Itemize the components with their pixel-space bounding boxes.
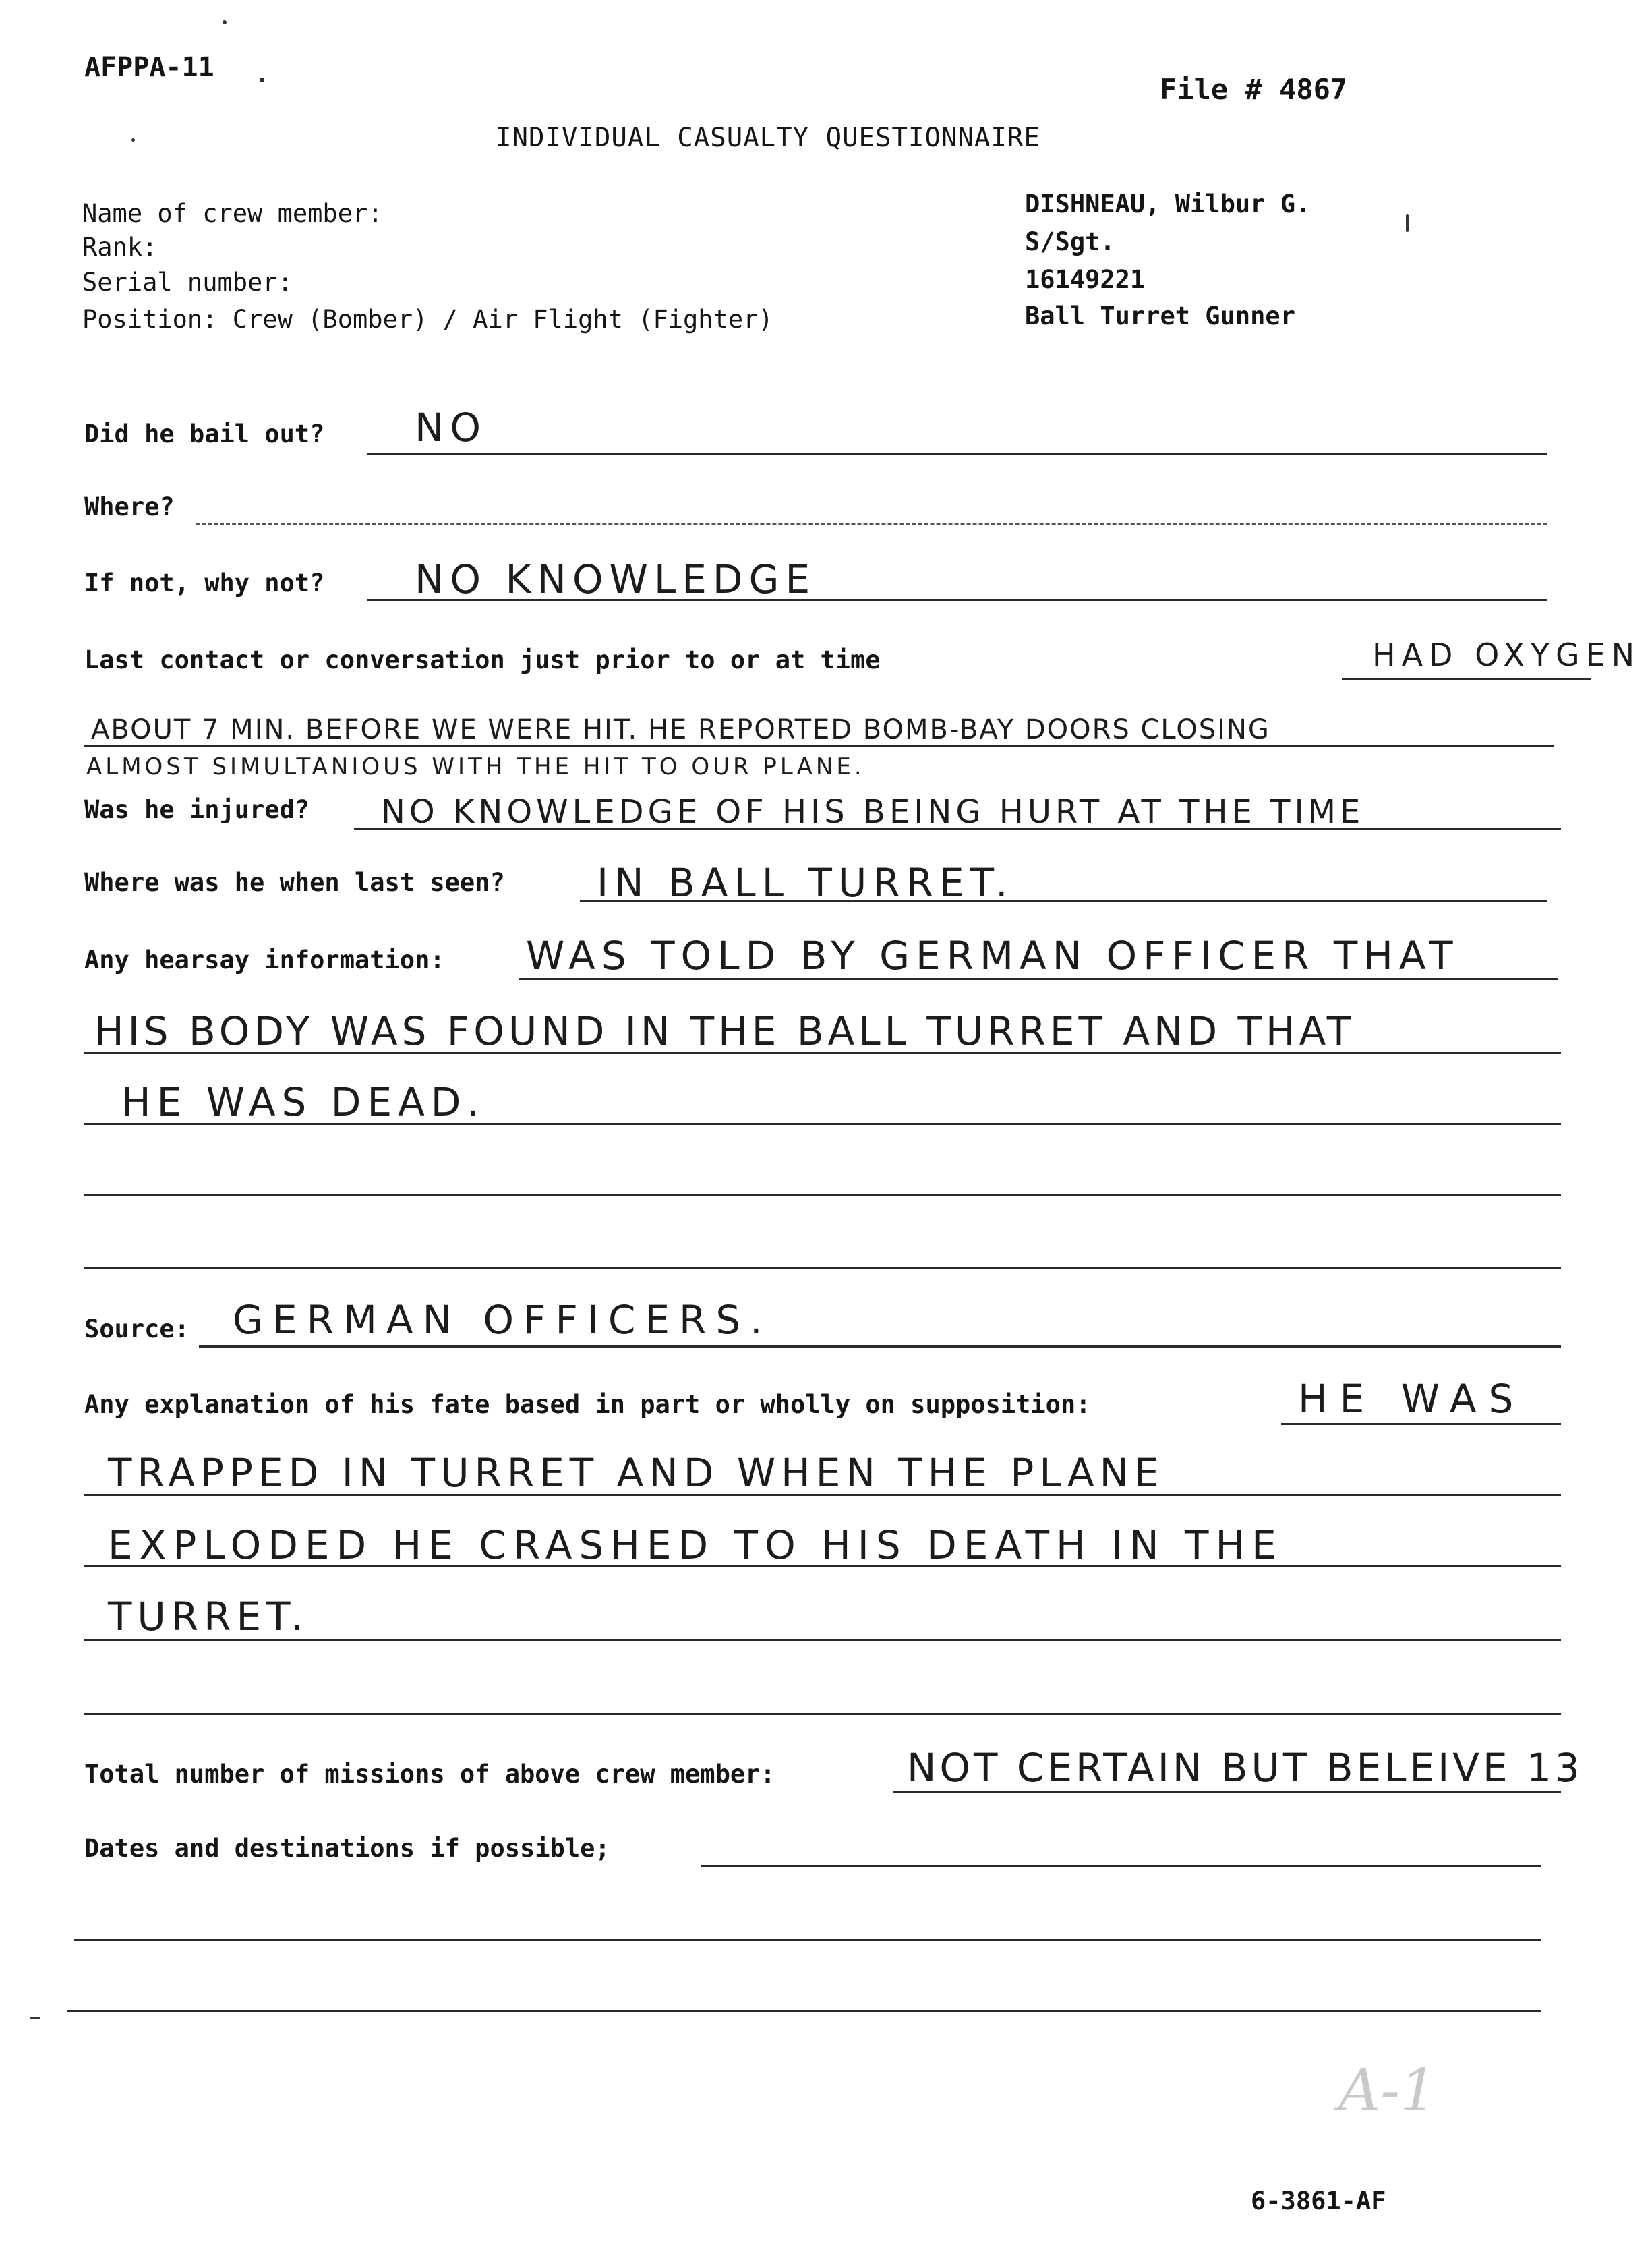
last-contact-answer-2: ABOUT 7 MIN. BEFORE WE WERE HIT. HE REPORTED BOMB-BAY DOORS CLOSING bbox=[91, 714, 1270, 745]
hearsay-answer-3: HE WAS DEAD. bbox=[121, 1079, 485, 1125]
missions-line bbox=[893, 1791, 1561, 1793]
source-label: Source: bbox=[84, 1314, 189, 1343]
hearsay-answer-2: HIS BODY WAS FOUND IN THE BALL TURRET AND THAT bbox=[94, 1008, 1355, 1054]
scan-speck bbox=[131, 138, 135, 142]
hearsay-answer-1: WAS TOLD BY GERMAN OFFICER THAT bbox=[526, 933, 1459, 979]
crew-position-label: Position: Crew (Bomber) / Air Flight (Fighter) bbox=[82, 305, 773, 334]
explanation-answer-1: HE WAS bbox=[1298, 1376, 1526, 1422]
why-not-answer: NO KNOWLEDGE bbox=[415, 556, 817, 602]
missions-label: Total number of missions of above crew member: bbox=[84, 1760, 775, 1789]
hearsay-line-4 bbox=[84, 1194, 1561, 1196]
missions-answer: NOT CERTAIN BUT BELEIVE 13 bbox=[907, 1745, 1583, 1791]
crew-rank-value: S/Sgt. bbox=[1025, 227, 1115, 256]
file-number: File # 4867 bbox=[1160, 73, 1348, 106]
form-code: AFPPA-11 bbox=[84, 52, 214, 83]
crew-name-value: DISHNEAU, Wilbur G. bbox=[1025, 190, 1311, 219]
where-line bbox=[196, 523, 1547, 525]
why-not-label: If not, why not? bbox=[84, 569, 325, 598]
where-label: Where? bbox=[84, 492, 175, 521]
crew-name-label: Name of crew member: bbox=[82, 199, 383, 228]
crew-serial-value: 16149221 bbox=[1025, 265, 1146, 294]
scan-speck bbox=[260, 78, 264, 82]
dates-line-3 bbox=[67, 2010, 1541, 2012]
form-number: 6-3861-AF bbox=[1251, 2187, 1386, 2216]
bail-out-label: Did he bail out? bbox=[84, 419, 325, 448]
last-contact-line-2 bbox=[84, 745, 1554, 747]
last-contact-answer-1: HAD OXYGEN bbox=[1372, 637, 1641, 673]
scan-speck bbox=[223, 20, 227, 24]
dates-line-2 bbox=[74, 1939, 1541, 1941]
last-contact-line-1 bbox=[1342, 678, 1591, 680]
dates-label: Dates and destinations if possible; bbox=[84, 1834, 610, 1863]
explanation-answer-3: EXPLODED HE CRASHED TO HIS DEATH IN THE bbox=[108, 1522, 1283, 1568]
dates-line-1 bbox=[701, 1865, 1541, 1867]
crew-serial-label: Serial number: bbox=[82, 268, 293, 297]
injured-label: Was he injured? bbox=[84, 795, 310, 824]
source-answer: GERMAN OFFICERS. bbox=[233, 1297, 772, 1343]
bail-out-line bbox=[367, 453, 1547, 455]
last-seen-answer: IN BALL TURRET. bbox=[597, 860, 1014, 906]
source-line bbox=[199, 1345, 1561, 1348]
last-seen-label: Where was he when last seen? bbox=[84, 868, 505, 897]
explanation-answer-4: TURRET. bbox=[108, 1594, 309, 1640]
crew-position-value: Ball Turret Gunner bbox=[1025, 301, 1295, 330]
form-title: INDIVIDUAL CASUALTY QUESTIONNAIRE bbox=[496, 123, 1040, 153]
hearsay-line-5 bbox=[84, 1267, 1561, 1269]
crew-rank-label: Rank: bbox=[82, 233, 158, 262]
explanation-label: Any explanation of his fate based in part or wholly on supposition: bbox=[84, 1390, 1091, 1419]
pencil-mark: A-1 bbox=[1338, 2057, 1437, 2124]
injured-answer: NO KNOWLEDGE OF HIS BEING HURT AT THE TIME bbox=[381, 793, 1365, 831]
explanation-line-5 bbox=[84, 1713, 1561, 1715]
explanation-line-1 bbox=[1281, 1423, 1561, 1425]
bail-out-answer: NO bbox=[415, 405, 488, 451]
last-contact-answer-3: ALMOST SIMULTANIOUS WITH THE HIT TO OUR PLANE. bbox=[86, 753, 865, 780]
hearsay-label: Any hearsay information: bbox=[84, 946, 445, 975]
explanation-answer-2: TRAPPED IN TURRET AND WHEN THE PLANE bbox=[108, 1450, 1164, 1496]
last-contact-label: Last contact or conversation just prior to or at time bbox=[84, 645, 881, 674]
scan-speck bbox=[30, 2017, 40, 2019]
scan-speck bbox=[1406, 214, 1409, 232]
